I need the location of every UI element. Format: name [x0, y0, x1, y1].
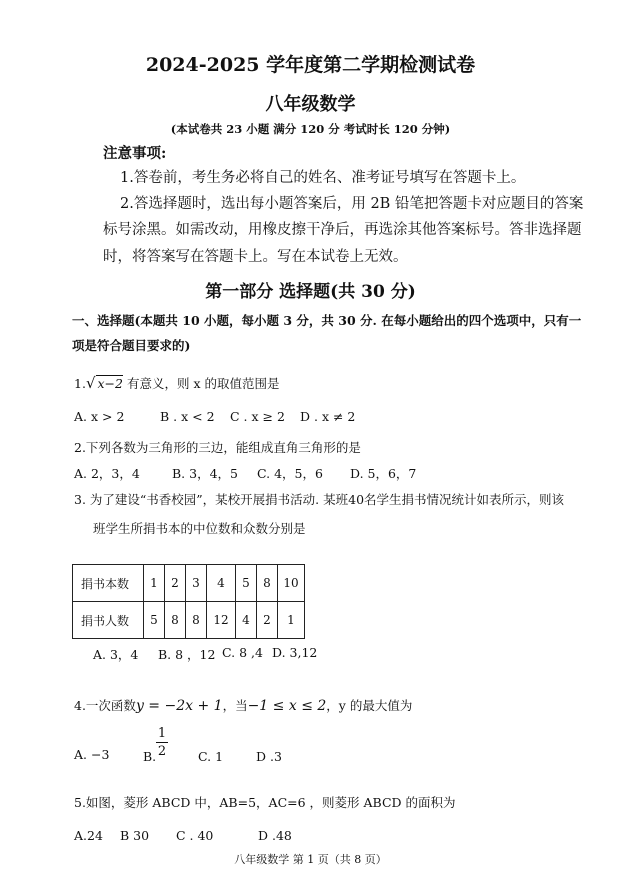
part1-intro-a: 一、选择题(本题共 10 小题，每小题 3 分，共 30 分. 在每小题给出的四个选项中，只有一: [72, 313, 582, 328]
part1-intro-b: 项是符合题目要求的): [72, 338, 191, 353]
donation-table: [72, 564, 305, 639]
table-row: [73, 565, 305, 602]
table-header-cell: 捐书本数: [73, 565, 144, 602]
q1-option-c: C . x ≥ 2: [230, 409, 285, 424]
table-cell: 2: [257, 602, 278, 639]
table-cell: 4: [207, 565, 236, 602]
table-cell: 8: [165, 602, 186, 639]
page-footer: 八年级数学 第 1 页（共 8 页）: [234, 853, 387, 866]
q5-option-b: B 30: [120, 828, 150, 843]
q4-option-c: C. 1: [198, 749, 224, 764]
instruction-line-1: 1.答卷前，考生务必将自己的姓名、准考证号填写在答题卡上。: [120, 170, 526, 186]
q4-mid: ，当: [222, 698, 248, 713]
q5-option-a: A.24: [74, 828, 103, 843]
fraction-numerator: 1: [157, 726, 167, 741]
table-cell: 2: [165, 565, 186, 602]
sqrt-icon: √: [85, 374, 96, 392]
q1-option-a: A. x > 2: [74, 409, 125, 424]
q2-option-c: C. 4，5，6: [257, 466, 323, 481]
q1-option-b: B . x < 2: [160, 409, 215, 424]
instructions-heading: 注意事项:: [103, 145, 167, 162]
q2-option-a: A. 2，3，4: [74, 466, 140, 481]
table-cell: 1: [278, 602, 305, 639]
q3-option-d: D. 3,12: [272, 645, 318, 660]
table-cell: 12: [207, 602, 236, 639]
table-row: [73, 602, 305, 639]
table-cell: 5: [236, 565, 257, 602]
q1-stem: [74, 374, 279, 392]
q1-option-d: D . x ≠ 2: [300, 409, 356, 424]
q4-suffix: ，y 的最大值为: [326, 698, 413, 713]
q5-stem: 5.如图，菱形 ABCD 中，AB=5，AC=6 ，则菱形 ABCD 的面积为: [74, 795, 456, 810]
table-cell: 1: [144, 565, 165, 602]
q5-option-d: D .48: [258, 828, 292, 843]
q3-stem-a: 3. 为了建设“书香校园”，某校开展捐书活动. 某班40名学生捐书情况统计如表所示，则该: [74, 492, 565, 507]
exam-note: (本试卷共 23 小题 满分 120 分 考试时长 120 分钟): [170, 122, 451, 136]
exam-subject: 八年级数学: [265, 94, 356, 115]
q2-option-b: B. 3，4，5: [172, 466, 238, 481]
q4-option-a: A. −3: [74, 747, 110, 762]
exam-title: 2024-2025 学年度第二学期检测试卷: [145, 54, 476, 76]
part1-heading: 第一部分 选择题(共 30 分): [205, 282, 416, 302]
q2-stem: 2.下列各数为三角形的三边，能组成直角三角形的是: [74, 440, 361, 455]
table-cell: 10: [278, 565, 305, 602]
table-cell: 8: [257, 565, 278, 602]
q4-option-d: D .3: [256, 749, 282, 764]
q1-text: 有意义，则 x 的取值范围是: [126, 376, 280, 391]
q3-option-a: A. 3，4: [93, 647, 139, 662]
q3-option-c: C. 8 ,4: [222, 645, 263, 660]
q1-radicand: x−2: [97, 376, 123, 391]
instruction-line-2c: 时，将答案写在答题卡上。写在本试卷上无效。: [103, 249, 408, 265]
table-cell: 3: [186, 565, 207, 602]
q4-prefix: 4.一次函数: [74, 698, 136, 713]
q4-function: y = −2x + 1: [135, 698, 223, 714]
q2-option-d: D. 5，6，7: [350, 466, 417, 481]
q1-number: 1.: [74, 376, 86, 391]
table-cell: 5: [144, 602, 165, 639]
fraction-denominator: 2: [157, 744, 167, 759]
q3-option-b: B. 8 ，12: [158, 647, 216, 662]
table-cell: 4: [236, 602, 257, 639]
instruction-line-2a: 2.答选择题时，选出每小题答案后，用 2B 铅笔把答题卡对应题目的答案: [120, 196, 584, 212]
instruction-line-2b: 标号涂黑。如需改动，用橡皮擦干净后，再选涂其他答案标号。答非选择题: [103, 222, 582, 238]
fraction-bar: [156, 742, 168, 743]
q5-option-c: C . 40: [176, 828, 214, 843]
q4-option-b-label: B.: [143, 749, 157, 764]
q4-option-b-fraction: [156, 726, 168, 759]
table-cell: 8: [186, 602, 207, 639]
q4-stem: [74, 696, 412, 714]
table-header-cell: 捐书人数: [73, 602, 144, 639]
q4-range: −1 ≤ x ≤ 2: [247, 698, 327, 714]
q3-stem-b: 班学生所捐书本的中位数和众数分别是: [93, 521, 306, 536]
